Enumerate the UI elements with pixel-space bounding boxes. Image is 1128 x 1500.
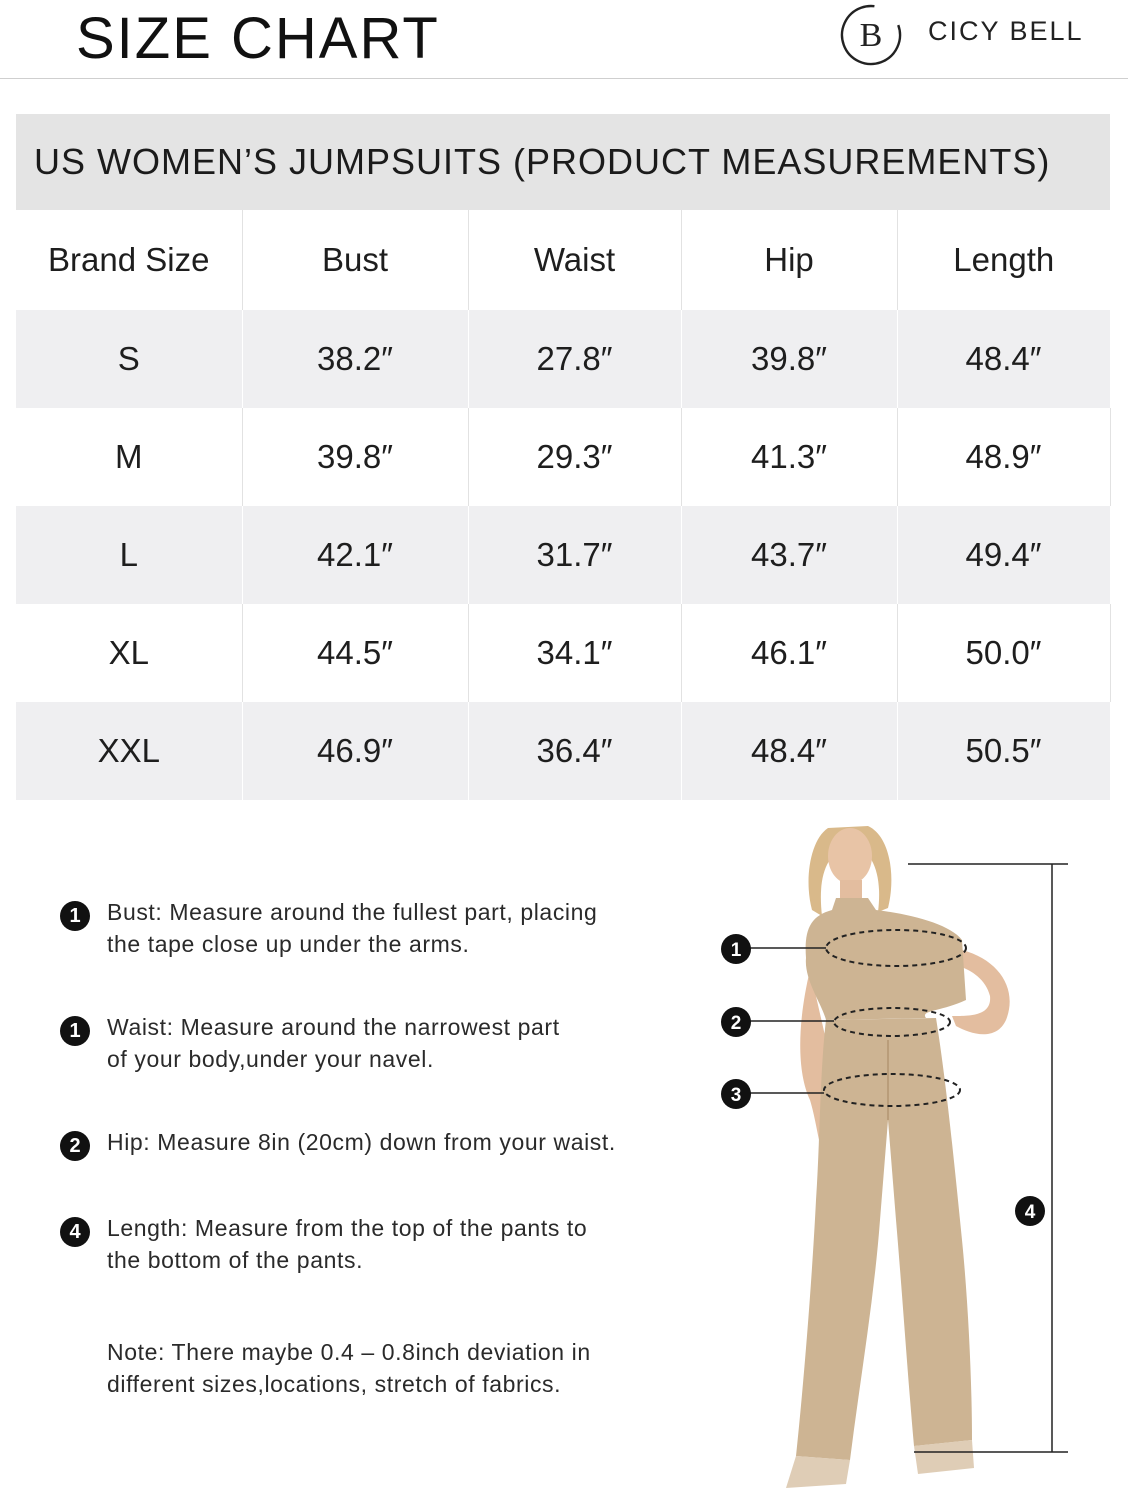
logo-monogram: B <box>859 17 883 54</box>
table-row <box>16 604 1110 702</box>
brand-name: CICY BELL <box>928 16 1084 46</box>
table-row <box>16 702 1110 800</box>
table-row <box>16 408 1110 506</box>
cell-length: 48.9″ <box>897 408 1110 506</box>
cell-waist: 29.3″ <box>468 408 681 506</box>
cell-size: S <box>16 310 242 408</box>
column-header-brand-size: Brand Size <box>16 210 242 310</box>
cell-bust: 44.5″ <box>242 604 468 702</box>
svg-text:2: 2 <box>730 1013 742 1034</box>
cell-waist: 31.7″ <box>468 506 681 604</box>
instruction-text: Bust: Measure around the fullest part, placing the tape close up under the arms. <box>107 899 598 957</box>
column-header-waist: Waist <box>468 210 681 310</box>
cell-bust: 39.8″ <box>242 408 468 506</box>
cell-size: XL <box>16 604 242 702</box>
table-row <box>16 310 1110 408</box>
cell-bust: 46.9″ <box>242 702 468 800</box>
cell-size: M <box>16 408 242 506</box>
table-caption: US WOMEN’S JUMPSUITS (PRODUCT MEASUREMENTS) <box>16 114 1110 210</box>
header <box>0 0 1128 79</box>
svg-text:3: 3 <box>730 1085 742 1106</box>
top-shape <box>806 898 966 1020</box>
cell-hip: 46.1″ <box>681 604 897 702</box>
cell-hip: 39.8″ <box>681 310 897 408</box>
face-shape <box>828 828 872 884</box>
page-title: SIZE CHART <box>76 6 440 71</box>
svg-text:1: 1 <box>730 940 742 961</box>
number-badge-icon: 1 <box>60 1016 90 1046</box>
cell-length: 50.5″ <box>897 702 1110 800</box>
number-badge-icon: 2 <box>60 1131 90 1161</box>
marker-2-icon <box>721 1007 751 1037</box>
cell-length: 48.4″ <box>897 310 1110 408</box>
cell-hip: 48.4″ <box>681 702 897 800</box>
marker-3-icon <box>721 1079 751 1109</box>
cell-waist: 27.8″ <box>468 310 681 408</box>
cell-waist: 34.1″ <box>468 604 681 702</box>
cell-waist: 36.4″ <box>468 702 681 800</box>
table-row <box>16 506 1110 604</box>
size-table <box>16 210 1111 800</box>
cell-hip: 43.7″ <box>681 506 897 604</box>
number-badge-icon: 4 <box>60 1217 90 1247</box>
marker-1-icon <box>721 934 751 964</box>
cell-length: 49.4″ <box>897 506 1110 604</box>
instruction-text: Length: Measure from the top of the pants to the bottom of the pants. <box>107 1215 588 1273</box>
pants-shape <box>796 1018 972 1460</box>
svg-text:4: 4 <box>1024 1202 1036 1223</box>
deviation-note: Note: There maybe 0.4 – 0.8inch deviation in different sizes,locations, stretch of fabrics. <box>107 1339 591 1397</box>
column-header-hip: Hip <box>681 210 897 310</box>
right-shoe-shape <box>914 1440 974 1474</box>
cell-size: XXL <box>16 702 242 800</box>
left-shoe-shape <box>786 1456 850 1488</box>
table-header-row <box>16 210 1110 310</box>
column-header-bust: Bust <box>242 210 468 310</box>
brand-logo <box>838 2 904 68</box>
column-header-length: Length <box>897 210 1110 310</box>
number-badge-icon: 1 <box>60 901 90 931</box>
cell-length: 50.0″ <box>897 604 1110 702</box>
jumpsuit-model-figure <box>700 820 1120 1500</box>
instruction-text: Waist: Measure around the narrowest part of your body,under your navel. <box>107 1014 560 1072</box>
cell-bust: 38.2″ <box>242 310 468 408</box>
cell-bust: 42.1″ <box>242 506 468 604</box>
cell-size: L <box>16 506 242 604</box>
instruction-text: Hip: Measure 8in (20cm) down from your waist. <box>107 1129 616 1155</box>
cell-hip: 41.3″ <box>681 408 897 506</box>
marker-4-icon <box>1015 1196 1045 1226</box>
size-table-section <box>16 114 1110 800</box>
